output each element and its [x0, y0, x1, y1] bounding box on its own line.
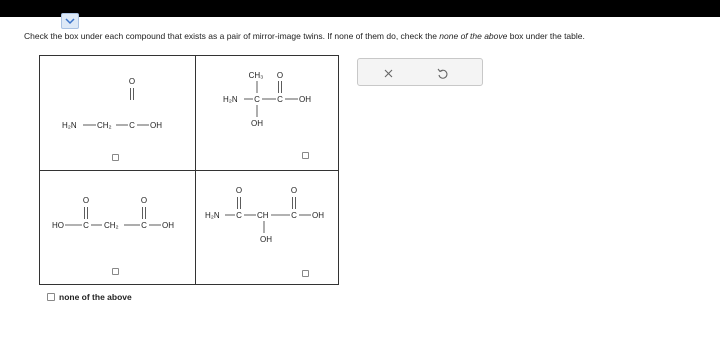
instruction-text: Check the box under each compound that exists as a pair of mirror-image twins. If none of them do, check the [24, 31, 440, 41]
compound-checkbox-3[interactable] [112, 268, 119, 275]
atom-label: CH₂ [97, 121, 112, 130]
atom-label: O [82, 196, 90, 205]
atom-label: C [129, 121, 135, 130]
top-bar [0, 0, 720, 17]
atom-label: OH [260, 235, 272, 244]
compound-cell-1 [40, 56, 195, 170]
chevron-down-icon [65, 18, 75, 25]
clear-button[interactable] [380, 65, 396, 81]
compound-structure-4 [196, 171, 340, 286]
compound-table [39, 55, 339, 285]
instruction-emphasis: none of the above [439, 31, 508, 41]
compound-checkbox-2[interactable] [302, 152, 309, 159]
atom-label: OH [150, 121, 162, 130]
none-of-above-checkbox[interactable] [47, 293, 55, 301]
atom-label: OH [251, 119, 263, 128]
compound-cell-4 [196, 171, 340, 286]
atom-label: OH [162, 221, 174, 230]
none-of-above-label: none of the above [59, 292, 132, 302]
compound-checkbox-4[interactable] [302, 270, 309, 277]
atom-label: CH₂ [104, 221, 119, 230]
instruction-text-end: box under the table. [507, 31, 585, 41]
compound-structure-1 [40, 56, 195, 170]
atom-label: H₂N [62, 121, 77, 130]
atom-label: C [83, 221, 89, 230]
atom-label: CH [257, 211, 269, 220]
atom-label: CH₃ [248, 71, 264, 80]
atom-label: C [291, 211, 297, 220]
atom-label: O [290, 186, 298, 195]
none-of-above-row[interactable] [47, 292, 132, 302]
atom-label: H₂N [223, 95, 238, 104]
atom-label: OH [312, 211, 324, 220]
answer-tools-panel [357, 58, 483, 86]
atom-label: O [235, 186, 243, 195]
collapse-toggle[interactable] [61, 13, 79, 29]
atom-label: C [141, 221, 147, 230]
atom-label: O [276, 71, 284, 80]
atom-label: O [128, 77, 136, 86]
atom-label: O [140, 196, 148, 205]
undo-icon [437, 68, 448, 79]
compound-cell-3 [40, 171, 195, 286]
atom-label: HO [52, 221, 64, 230]
undo-button[interactable] [434, 65, 450, 81]
compound-structure-2 [196, 56, 340, 170]
close-icon [384, 69, 393, 78]
compound-checkbox-1[interactable] [112, 154, 119, 161]
compound-cell-2 [196, 56, 340, 170]
atom-label: H₂N [205, 211, 220, 220]
atom-label: C [254, 95, 260, 104]
atom-label: C [236, 211, 242, 220]
instructions [24, 31, 704, 41]
atom-label: OH [299, 95, 311, 104]
atom-label: C [277, 95, 283, 104]
